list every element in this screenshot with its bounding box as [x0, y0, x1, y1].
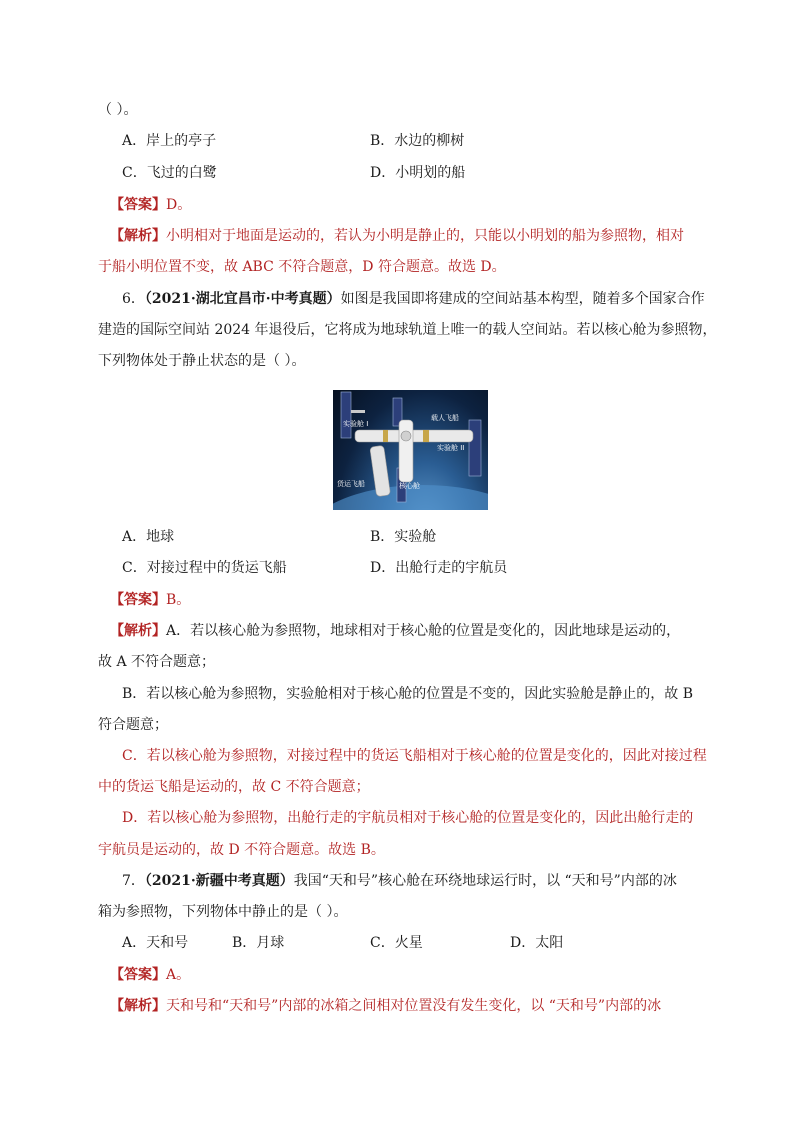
- q6-option-c: C．对接过程中的货运飞船: [122, 560, 287, 576]
- q5-option-a: A．岸上的亭子: [122, 133, 217, 149]
- answer-text: D。: [166, 197, 192, 213]
- q6-analysis-c-line-2: 中的货运飞船是运动的，故 C 不符合题意；: [98, 779, 370, 795]
- label-core-module: 核心舱: [399, 482, 420, 490]
- answer-text: B。: [166, 592, 191, 608]
- answer-tag: 【答案】: [110, 197, 166, 213]
- analysis-text: A．若以核心舱为参照物，地球相对于核心舱的位置是变化的，因此地球是运动的，: [166, 623, 681, 639]
- q6-option-b: B．实验舱: [370, 529, 437, 545]
- q7-stem-line-1: [122, 871, 677, 891]
- answer-tag: 【答案】: [110, 967, 166, 983]
- space-station-figure: [333, 390, 488, 510]
- q7-option-d: D．太阳: [510, 935, 564, 951]
- q6-number: 6．: [122, 291, 145, 307]
- label-lab-2: 实验舱 II: [437, 444, 465, 452]
- answer-text: A。: [166, 967, 191, 983]
- space-station-illustration: [333, 390, 488, 510]
- q5-stem-tail: （ ）。: [98, 102, 138, 118]
- q5-option-b: B．水边的柳树: [370, 133, 465, 149]
- q6-answer: [110, 590, 190, 610]
- q6-stem-text: 如图是我国即将建成的空间站基本构型，随着多个国家合作: [340, 291, 705, 307]
- label-lab-1: 实验舱 I: [343, 420, 369, 428]
- q5-analysis-line-1: [110, 226, 684, 246]
- q6-stem-line-2: 建造的国际空间站 2024 年退役后，它将成为地球轨道上唯一的载人空间站。若以核心舱为参照物，: [98, 322, 717, 338]
- q6-analysis-a-line-2: 故 A 不符合题意；: [98, 654, 216, 670]
- label-crew-ship: 载人飞船: [431, 414, 459, 422]
- q5-answer: [110, 195, 191, 215]
- q7-option-b: B．月球: [232, 935, 285, 951]
- q7-answer: [110, 965, 190, 985]
- q6-stem-line-1: [122, 289, 705, 309]
- analysis-tag: 【解析】: [110, 228, 166, 244]
- q6-analysis-b-line-2: 符合题意；: [98, 717, 168, 733]
- q5-analysis-line-2: 于船小明位置不变，故 ABC 不符合题意，D 符合题意。故选 D。: [98, 259, 506, 275]
- q7-stem-line-2: 箱为参照物，下列物体中静止的是（ ）。: [98, 904, 348, 920]
- analysis-tag: 【解析】: [110, 623, 166, 639]
- analysis-text: 小明相对于地面是运动的，若认为小明是静止的，只能以小明划的船为参照物，相对: [166, 228, 684, 244]
- analysis-text: 天和号和“天和号”内部的冰箱之间相对位置没有发生变化，以 “天和号”内部的冰: [166, 998, 662, 1014]
- analysis-tag: 【解析】: [110, 998, 166, 1014]
- q5-option-c: C．飞过的白鹭: [122, 165, 217, 181]
- q7-number: 7．: [122, 873, 145, 889]
- q7-option-c: C．火星: [370, 935, 423, 951]
- q6-analysis-d-line-1: D．若以核心舱为参照物，出舱行走的宇航员相对于核心舱的位置是变化的，因此出舱行走的: [122, 810, 694, 826]
- q7-source: （2021·新疆中考真题）: [144, 873, 294, 889]
- q6-source: （2021·湖北宜昌市·中考真题）: [144, 291, 341, 307]
- q7-analysis-line-1: [110, 996, 661, 1016]
- q7-option-a: A．天和号: [122, 935, 189, 951]
- answer-tag: 【答案】: [110, 592, 166, 608]
- q6-option-a: A．地球: [122, 529, 175, 545]
- q6-analysis-c-line-1: C．若以核心舱为参照物，对接过程中的货运飞船相对于核心舱的位置是变化的，因此对接过程: [122, 748, 707, 764]
- q6-option-d: D．出舱行走的宇航员: [370, 560, 508, 576]
- q7-stem-text: 我国“天和号”核心舱在环绕地球运行时，以 “天和号”内部的冰: [293, 873, 677, 889]
- label-cargo-ship: 货运飞船: [337, 480, 365, 488]
- q6-analysis-d-line-2: 宇航员是运动的，故 D 不符合题意。故选 B。: [98, 842, 385, 858]
- q6-analysis-b-line-1: B．若以核心舱为参照物，实验舱相对于核心舱的位置是不变的，因此实验舱是静止的，故 B: [122, 686, 694, 702]
- q6-analysis-a-line-1: [110, 621, 680, 641]
- q5-option-d: D．小明划的船: [370, 165, 466, 181]
- q6-stem-line-3: 下列物体处于静止状态的是（ ）。: [98, 353, 306, 369]
